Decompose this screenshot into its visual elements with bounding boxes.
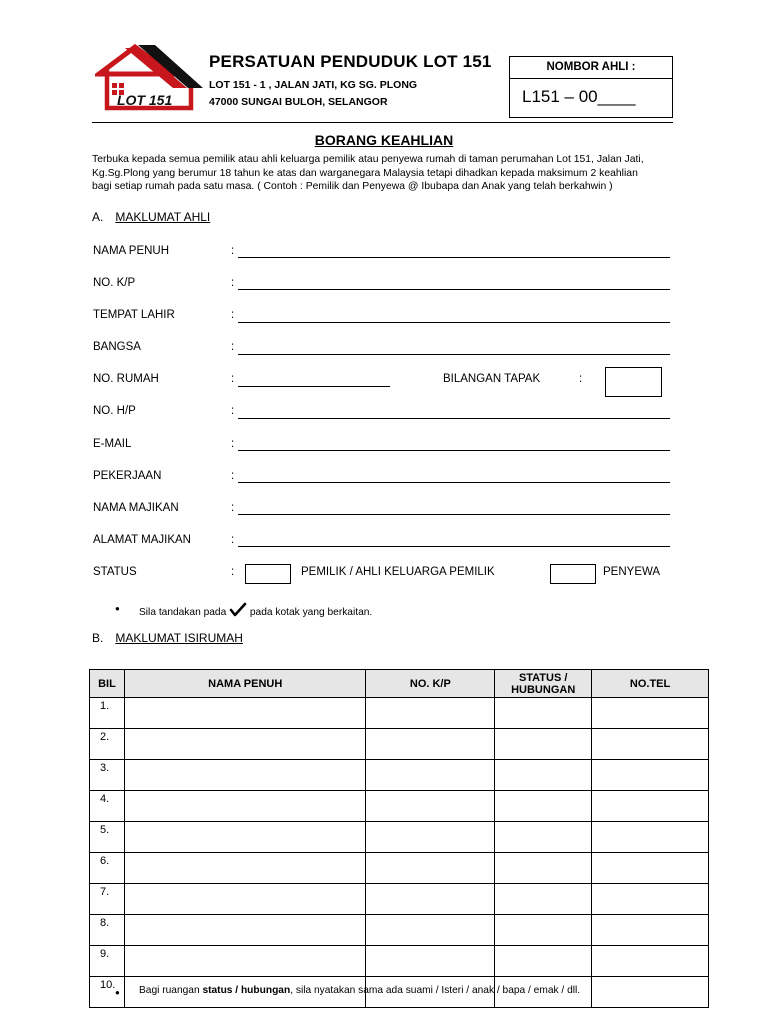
table-row [90, 760, 709, 791]
colon: : [231, 534, 235, 546]
table-header-row [90, 670, 709, 698]
cell-tel[interactable] [592, 822, 709, 853]
note-text: pada kotak yang berkaitan. [247, 607, 373, 618]
cell-bil: 3. [90, 760, 125, 791]
note-text: , sila nyatakan sama ada suami / Isteri / anak / bapa / emak / dll. [290, 985, 581, 996]
bilangan-tapak-box[interactable] [605, 367, 662, 397]
cell-status[interactable] [495, 884, 592, 915]
cell-nama[interactable] [124, 729, 366, 760]
table-row [90, 791, 709, 822]
logo-text: LOT 151 [117, 92, 173, 108]
penyewa-checkbox[interactable] [550, 564, 596, 584]
section-b-heading [92, 631, 243, 645]
table-row [90, 853, 709, 884]
cell-kp[interactable] [366, 884, 495, 915]
address-line-2: 47000 SUNGAI BULOH, SELANGOR [209, 96, 388, 108]
cell-bil: 1. [90, 698, 125, 729]
cell-bil: 7. [90, 884, 125, 915]
table-row [90, 884, 709, 915]
intro-line: Terbuka kepada semua pemilik atau ahli keluarga pemilik atau penyewa rumah di taman perumahan Lot 151, Jalan Jati, [92, 154, 644, 165]
label-nama-penuh: NAMA PENUH [93, 245, 170, 257]
label-tempat-lahir: TEMPAT LAHIR [93, 309, 175, 321]
organization-name: PERSATUAN PENDUDUK LOT 151 [209, 52, 492, 71]
cell-kp[interactable] [366, 822, 495, 853]
no-hp-field[interactable] [238, 418, 670, 419]
cell-tel[interactable] [592, 791, 709, 822]
cell-kp[interactable] [366, 915, 495, 946]
section-letter: A. [92, 210, 104, 224]
cell-kp[interactable] [366, 853, 495, 884]
colon: : [231, 470, 235, 482]
cell-status[interactable] [495, 760, 592, 791]
label-bilangan-tapak: BILANGAN TAPAK [443, 373, 541, 385]
col-header-tel: NO.TEL [592, 670, 709, 698]
cell-status[interactable] [495, 791, 592, 822]
note-text: Sila tandakan pada [139, 607, 230, 618]
cell-tel[interactable] [592, 729, 709, 760]
colon: : [231, 373, 235, 385]
member-number-value: L151 – 00____ [522, 87, 636, 106]
cell-tel[interactable] [592, 884, 709, 915]
cell-tel[interactable] [592, 946, 709, 977]
cell-bil: 8. [90, 915, 125, 946]
cell-status[interactable] [495, 698, 592, 729]
header-line: STATUS / [518, 671, 568, 684]
bullet: ● [115, 988, 120, 997]
section-title: MAKLUMAT AHLI [115, 210, 211, 224]
cell-tel[interactable] [592, 977, 709, 1008]
association-logo [95, 42, 205, 114]
cell-nama[interactable] [124, 884, 366, 915]
cell-nama[interactable] [124, 853, 366, 884]
tempat-lahir-field[interactable] [238, 322, 670, 323]
nama-majikan-field[interactable] [238, 514, 670, 515]
colon: : [231, 438, 235, 450]
pemilik-option-label: PEMILIK / AHLI KELUARGA PEMILIK [301, 566, 495, 578]
table-row [90, 729, 709, 760]
cell-bil: 6. [90, 853, 125, 884]
penyewa-option-label: PENYEWA [603, 566, 661, 578]
colon: : [231, 277, 235, 289]
intro-line: bagi setiap rumah pada satu masa. ( Contoh : Pemilik dan Penyewa @ Ibubapa dan Anak yang telah berkahwin ) [92, 181, 613, 192]
header-divider [92, 122, 673, 123]
checkmark-icon [229, 602, 247, 618]
cell-tel[interactable] [592, 698, 709, 729]
cell-kp[interactable] [366, 698, 495, 729]
cell-kp[interactable] [366, 946, 495, 977]
colon: : [231, 405, 235, 417]
cell-bil: 5. [90, 822, 125, 853]
cell-nama[interactable] [124, 946, 366, 977]
cell-status[interactable] [495, 915, 592, 946]
label-email: E-MAIL [93, 438, 132, 450]
cell-nama[interactable] [124, 822, 366, 853]
col-header-nama: NAMA PENUH [124, 670, 366, 698]
label-alamat-majikan: ALAMAT MAJIKAN [93, 534, 191, 546]
table-row [90, 698, 709, 729]
colon: : [579, 373, 583, 385]
section-letter: B. [92, 631, 104, 645]
col-header-status [495, 670, 592, 698]
colon: : [231, 245, 235, 257]
section-a-heading [92, 210, 210, 224]
nama-penuh-field[interactable] [238, 257, 670, 258]
cell-nama[interactable] [124, 698, 366, 729]
cell-bil: 4. [90, 791, 125, 822]
cell-kp[interactable] [366, 729, 495, 760]
intro-paragraph [92, 153, 682, 194]
status-instruction [139, 985, 580, 996]
intro-line: Kg.Sg.Plong yang berumur 18 tahun ke atas dan warganegara Malaysia tetapi dihadkan kepada maksimum 2 keahlian [92, 167, 638, 179]
pemilik-checkbox[interactable] [245, 564, 291, 584]
label-no-kp: NO. K/P [93, 277, 136, 289]
tick-instruction [139, 602, 372, 618]
cell-status[interactable] [495, 822, 592, 853]
address-line-1: LOT 151 - 1 , JALAN JATI, KG SG. PLONG [209, 79, 418, 91]
colon: : [231, 566, 235, 578]
cell-kp[interactable] [366, 791, 495, 822]
cell-nama[interactable] [124, 791, 366, 822]
table-row [90, 822, 709, 853]
label-bangsa: BANGSA [93, 341, 141, 353]
note-text: Bagi ruangan [139, 985, 203, 996]
table-row [90, 915, 709, 946]
col-header-bil: BIL [90, 670, 125, 698]
cell-tel[interactable] [592, 853, 709, 884]
no-rumah-field[interactable] [238, 386, 390, 387]
cell-bil: 10. [90, 977, 125, 1008]
note-bold-text: status / hubungan [202, 985, 291, 996]
label-no-hp: NO. H/P [93, 405, 136, 417]
cell-bil: 9. [90, 946, 125, 977]
cell-status[interactable] [495, 729, 592, 760]
bullet: ● [115, 604, 120, 613]
label-no-rumah: NO. RUMAH [93, 373, 159, 385]
colon: : [231, 341, 235, 353]
colon: : [231, 309, 235, 321]
label-status: STATUS [93, 566, 137, 578]
cell-kp[interactable] [366, 760, 495, 791]
cell-bil: 2. [90, 729, 125, 760]
label-pekerjaan: PEKERJAAN [93, 470, 162, 482]
alamat-majikan-field[interactable] [238, 546, 670, 547]
cell-tel[interactable] [592, 760, 709, 791]
member-number-label: NOMBOR AHLI : [510, 57, 672, 79]
table-row [90, 946, 709, 977]
bangsa-field[interactable] [238, 354, 670, 355]
label-nama-majikan: NAMA MAJIKAN [93, 502, 179, 514]
member-number-box [509, 56, 673, 118]
col-header-kp: NO. K/P [366, 670, 495, 698]
form-title: BORANG KEAHLIAN [314, 132, 454, 148]
household-table [89, 669, 709, 1008]
no-kp-field[interactable] [238, 289, 670, 290]
cell-status[interactable] [495, 946, 592, 977]
header-line: HUBUNGAN [511, 683, 576, 696]
cell-status[interactable] [495, 853, 592, 884]
section-title: MAKLUMAT ISIRUMAH [115, 631, 243, 645]
colon: : [231, 502, 235, 514]
cell-nama[interactable] [124, 760, 366, 791]
pekerjaan-field[interactable] [238, 482, 670, 483]
cell-nama[interactable] [124, 915, 366, 946]
email-field[interactable] [238, 450, 670, 451]
cell-tel[interactable] [592, 915, 709, 946]
